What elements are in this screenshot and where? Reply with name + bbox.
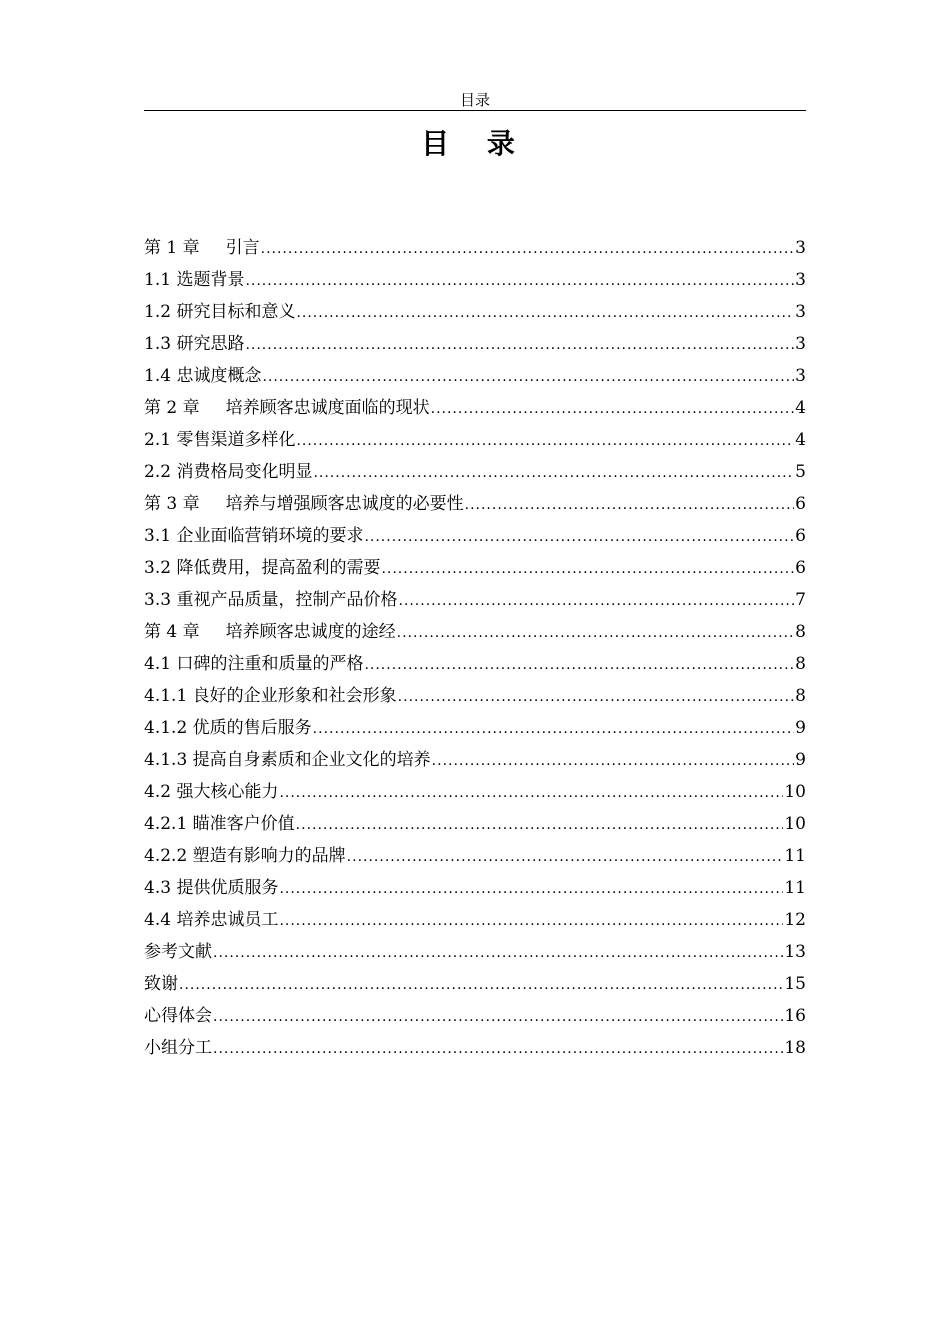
toc-entry[interactable] — [144, 395, 806, 427]
toc-dot-leader — [465, 492, 795, 518]
toc-entry-number: 4.1.2 — [144, 718, 188, 738]
toc-dot-leader — [313, 460, 794, 486]
toc-entry-text: 忠诚度概念 — [176, 366, 262, 386]
toc-entry-number: 1.4 — [144, 366, 172, 386]
toc-entry-label — [144, 811, 295, 837]
toc-page-number: 11 — [784, 846, 806, 866]
toc-dot-leader — [364, 652, 794, 678]
toc-entry[interactable] — [144, 235, 806, 267]
toc-entry-text: 瞄准客户价值 — [192, 814, 295, 834]
toc-entry[interactable] — [144, 267, 806, 299]
toc-entry-text: 参考文献 — [144, 942, 212, 962]
toc-list — [144, 235, 806, 1067]
toc-entry-text: 强大核心能力 — [176, 782, 279, 802]
toc-entry[interactable] — [144, 811, 806, 843]
toc-entry-label — [144, 619, 396, 645]
toc-entry-text: 研究目标和意义 — [176, 302, 296, 322]
toc-entry-number: 4.4 — [144, 910, 172, 930]
toc-entry[interactable] — [144, 843, 806, 875]
toc-entry-label — [144, 1003, 212, 1029]
toc-entry-label — [144, 683, 397, 709]
toc-dot-leader — [296, 812, 784, 838]
toc-entry-number: 4.2.2 — [144, 846, 188, 866]
toc-entry-label — [144, 555, 380, 581]
toc-entry-number: 3.2 — [144, 558, 172, 578]
toc-page-number: 18 — [784, 1038, 806, 1058]
toc-dot-leader — [262, 364, 794, 390]
toc-entry[interactable] — [144, 299, 806, 331]
toc-entry-text: 降低费用，提高盈利的需要 — [176, 558, 381, 578]
toc-entry[interactable] — [144, 555, 806, 587]
toc-page-number: 10 — [784, 782, 806, 802]
toc-dot-leader — [179, 972, 783, 998]
toc-entry-number: 第 1 章 — [144, 238, 200, 258]
toc-entry-label — [144, 523, 363, 549]
running-header: 目录 — [459, 91, 490, 109]
toc-entry[interactable] — [144, 363, 806, 395]
toc-page-number: 3 — [795, 302, 806, 322]
toc-page-number: 6 — [795, 558, 806, 578]
toc-dot-leader — [397, 620, 795, 646]
toc-entry-text: 引言 — [225, 238, 260, 258]
toc-page-number: 15 — [784, 974, 806, 994]
toc-entry-label — [144, 331, 244, 357]
toc-entry[interactable] — [144, 939, 806, 971]
toc-entry-label — [144, 299, 295, 325]
toc-entry-number: 1.1 — [144, 270, 172, 290]
toc-dot-leader — [213, 940, 783, 966]
toc-entry-text: 培养顾客忠诚度的途经 — [225, 622, 396, 642]
toc-entry-text: 重视产品质量，控制产品价格 — [176, 590, 398, 610]
toc-dot-leader — [364, 524, 794, 550]
toc-page-number: 8 — [795, 654, 806, 674]
toc-page-number: 8 — [795, 686, 806, 706]
toc-dot-leader — [213, 1036, 783, 1062]
toc-page-number: 7 — [795, 590, 806, 610]
toc-dot-leader — [432, 748, 795, 774]
toc-entry[interactable] — [144, 427, 806, 459]
toc-entry-label — [144, 651, 363, 677]
toc-entry-label — [144, 235, 260, 261]
toc-entry-number: 3.3 — [144, 590, 172, 610]
toc-entry-label — [144, 267, 244, 293]
toc-dot-leader — [398, 588, 794, 614]
toc-page-number: 5 — [795, 462, 806, 482]
toc-entry-text: 消费格局变化明显 — [176, 462, 313, 482]
toc-entry-number: 第 2 章 — [144, 398, 200, 418]
toc-page-number: 3 — [795, 238, 806, 258]
toc-page-number: 3 — [795, 270, 806, 290]
toc-entry-number: 1.2 — [144, 302, 172, 322]
toc-page-number: 9 — [795, 750, 806, 770]
toc-entry-label — [144, 587, 397, 613]
toc-entry-text: 企业面临营销环境的要求 — [176, 526, 364, 546]
toc-page-number: 12 — [784, 910, 806, 930]
toc-entry[interactable] — [144, 331, 806, 363]
toc-dot-leader — [347, 844, 784, 870]
toc-dot-leader — [398, 684, 795, 710]
toc-page-number: 9 — [795, 718, 806, 738]
toc-dot-leader — [279, 908, 783, 934]
toc-entry-number: 2.1 — [144, 430, 172, 450]
toc-entry-number: 4.1 — [144, 654, 172, 674]
toc-dot-leader — [296, 428, 794, 454]
toc-entry[interactable] — [144, 971, 806, 1003]
toc-entry[interactable] — [144, 651, 806, 683]
toc-entry-text: 培养忠诚员工 — [176, 910, 279, 930]
toc-dot-leader — [296, 300, 794, 326]
toc-entry[interactable] — [144, 747, 806, 779]
toc-page-number: 10 — [784, 814, 806, 834]
toc-dot-leader — [279, 876, 783, 902]
toc-dot-leader — [279, 780, 783, 806]
header-rule — [144, 110, 806, 111]
toc-dot-leader — [261, 236, 795, 262]
toc-entry-number: 4.1.3 — [144, 750, 188, 770]
toc-entry-label — [144, 1035, 212, 1061]
toc-entry[interactable] — [144, 683, 806, 715]
toc-entry[interactable] — [144, 907, 806, 939]
toc-entry-label — [144, 459, 312, 485]
toc-entry[interactable] — [144, 715, 806, 747]
toc-page-number: 6 — [795, 526, 806, 546]
toc-entry[interactable] — [144, 459, 806, 491]
toc-entry-number: 1.3 — [144, 334, 172, 354]
toc-entry[interactable] — [144, 1003, 806, 1035]
toc-entry[interactable] — [144, 523, 806, 555]
toc-entry-text: 零售渠道多样化 — [176, 430, 296, 450]
toc-entry-number: 3.1 — [144, 526, 172, 546]
toc-entry-text: 提高自身素质和企业文化的培养 — [192, 750, 431, 770]
toc-entry-label — [144, 907, 278, 933]
toc-entry-number: 4.1.1 — [144, 686, 188, 706]
toc-entry[interactable] — [144, 491, 806, 523]
toc-entry-text: 培养顾客忠诚度面临的现状 — [225, 398, 430, 418]
toc-entry[interactable] — [144, 875, 806, 907]
toc-entry-number: 2.2 — [144, 462, 172, 482]
toc-entry-label — [144, 715, 312, 741]
toc-dot-leader — [431, 396, 795, 422]
toc-entry-text: 塑造有影响力的品牌 — [192, 846, 346, 866]
toc-entry-number: 第 3 章 — [144, 494, 200, 514]
toc-entry-label — [144, 363, 261, 389]
toc-dot-leader — [381, 556, 794, 582]
toc-entry-text: 心得体会 — [144, 1006, 212, 1026]
toc-entry-number: 4.3 — [144, 878, 172, 898]
toc-entry-text: 选题背景 — [176, 270, 245, 290]
toc-entry-label — [144, 491, 464, 517]
toc-page-number: 13 — [784, 942, 806, 962]
toc-entry-label — [144, 971, 178, 997]
toc-entry-label — [144, 427, 295, 453]
toc-entry[interactable] — [144, 1035, 806, 1067]
toc-page-number: 4 — [795, 398, 806, 418]
toc-entry-text: 优质的售后服务 — [192, 718, 312, 738]
toc-entry-label — [144, 875, 278, 901]
toc-entry-text: 提供优质服务 — [176, 878, 279, 898]
toc-entry[interactable] — [144, 587, 806, 619]
toc-entry-number: 4.2 — [144, 782, 172, 802]
toc-page-number: 11 — [784, 878, 806, 898]
toc-entry-label — [144, 843, 346, 869]
toc-entry-label — [144, 779, 278, 805]
toc-page-number: 16 — [784, 1006, 806, 1026]
toc-dot-leader — [245, 268, 794, 294]
toc-page-number: 6 — [795, 494, 806, 514]
toc-entry[interactable] — [144, 619, 806, 651]
toc-entry[interactable] — [144, 779, 806, 811]
toc-page-number: 3 — [795, 334, 806, 354]
toc-entry-text: 良好的企业形象和社会形象 — [192, 686, 397, 706]
toc-page-number: 8 — [795, 622, 806, 642]
toc-entry-number: 第 4 章 — [144, 622, 200, 642]
toc-entry-label — [144, 939, 212, 965]
toc-entry-label — [144, 395, 430, 421]
toc-entry-text: 研究思路 — [176, 334, 245, 354]
toc-entry-text: 培养与增强顾客忠诚度的必要性 — [225, 494, 464, 514]
toc-page-number: 4 — [795, 430, 806, 450]
toc-dot-leader — [313, 716, 795, 742]
toc-title: 目 录 — [421, 127, 529, 160]
toc-entry-label — [144, 747, 431, 773]
toc-entry-text: 致谢 — [144, 974, 178, 994]
toc-page-number: 3 — [795, 366, 806, 386]
toc-entry-text: 口碑的注重和质量的严格 — [176, 654, 364, 674]
toc-dot-leader — [213, 1004, 783, 1030]
toc-entry-number: 4.2.1 — [144, 814, 188, 834]
toc-dot-leader — [245, 332, 794, 358]
toc-entry-text: 小组分工 — [144, 1038, 212, 1058]
